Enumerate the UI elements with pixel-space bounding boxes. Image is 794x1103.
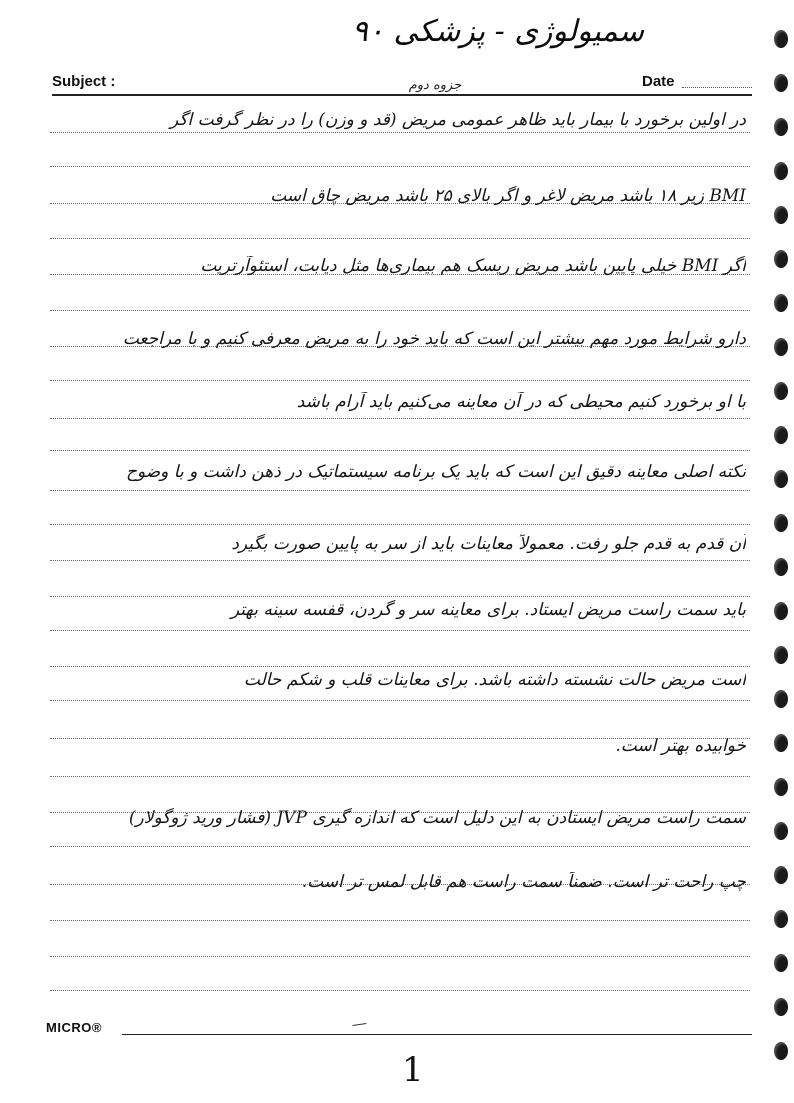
note-line-6: نکته اصلی معاینه دقیق این است که باید یک برنامه سیستماتیک در ذهن داشت و با وضوح [125, 462, 746, 482]
note-line-1: در اولین برخورد با بیمار باید ظاهر عمومی مریض (قد و وزن) را در نظر گرفت اگر [170, 110, 746, 130]
ruled-line [50, 418, 750, 419]
page-title: سمیولوژی - پزشکی ۹۰ [351, 14, 644, 49]
ruled-line [50, 990, 750, 991]
note-line-3: اگر BMI خیلی پایین باشد مریض ریسک هم بیماری‌ها مثل دیابت، استئوآرتریت [200, 256, 746, 276]
binder-hole [774, 74, 788, 92]
note-line-9: است مریض حالت نشسته داشته باشد. برای معاینات قلب و شکم حالت [243, 670, 746, 690]
note-line-10: خوابیده بهتر است. [615, 736, 746, 756]
binder-hole [774, 822, 788, 840]
brand-logo: MICRO® [46, 1020, 102, 1035]
ruled-line [50, 166, 750, 167]
binder-hole [774, 734, 788, 752]
ruled-line [50, 630, 750, 631]
ruled-line [50, 450, 750, 451]
binder-hole [774, 470, 788, 488]
ruled-line [50, 310, 750, 311]
ruled-line [50, 776, 750, 777]
ruled-line [50, 846, 750, 847]
ruled-line [50, 596, 750, 597]
ruled-line [50, 920, 750, 921]
note-line-2: BMI زیر ۱۸ باشد مریض لاغر و اگر بالای ۲۵ باشد مریض چاق است [270, 186, 746, 206]
binder-hole [774, 294, 788, 312]
ruled-line [50, 132, 750, 133]
note-line-7: آن قدم به قدم جلو رفت. معمولاً معاینات باید از سر به پایین صورت بگیرد [231, 534, 746, 554]
binder-hole [774, 646, 788, 664]
binder-holes [770, 30, 788, 1090]
pen-mark [352, 1017, 367, 1026]
note-line-11: سمت راست مریض ایستادن به این دلیل است که اندازه گیری JVP (فشار ورید ژوگولار) [128, 808, 746, 828]
binder-hole [774, 338, 788, 356]
binder-hole [774, 250, 788, 268]
binder-hole [774, 382, 788, 400]
binder-hole [774, 514, 788, 532]
binder-hole [774, 30, 788, 48]
date-label: Date [642, 73, 675, 90]
footer-rule [122, 1034, 752, 1035]
binder-hole [774, 778, 788, 796]
subtitle: جزوه دوم [408, 78, 462, 93]
binder-hole [774, 206, 788, 224]
binder-hole [774, 910, 788, 928]
binder-hole [774, 426, 788, 444]
binder-hole [774, 1042, 788, 1060]
note-line-8: باید سمت راست مریض ایستاد. برای معاینه سر و گردن، قفسه سینه بهتر [230, 600, 746, 620]
binder-hole [774, 558, 788, 576]
date-field-rule [682, 87, 752, 88]
binder-hole [774, 690, 788, 708]
binder-hole [774, 602, 788, 620]
ruled-line [50, 380, 750, 381]
header-rule [52, 94, 752, 96]
ruled-line [50, 560, 750, 561]
ruled-line [50, 490, 750, 491]
page-number: 1 [402, 1050, 424, 1090]
ruled-line [50, 700, 750, 701]
binder-hole [774, 118, 788, 136]
binder-hole [774, 866, 788, 884]
binder-hole [774, 162, 788, 180]
binder-hole [774, 998, 788, 1016]
ruled-line [50, 524, 750, 525]
binder-hole [774, 954, 788, 972]
note-line-4: دارو شرایط مورد مهم بیشتر این است که باید خود را به مریض معرفی کنیم و با مراجعت [122, 329, 746, 349]
note-line-12: چپ راحت تر است. ضمناً سمت راست هم قابل لمس تر است. [301, 872, 746, 892]
ruled-line [50, 238, 750, 239]
subject-label: Subject : [52, 73, 116, 90]
ruled-line [50, 956, 750, 957]
ruled-line [50, 666, 750, 667]
note-line-5: با او برخورد کنیم محیطی که در آن معاینه می‌کنیم باید آرام باشد [296, 392, 746, 412]
